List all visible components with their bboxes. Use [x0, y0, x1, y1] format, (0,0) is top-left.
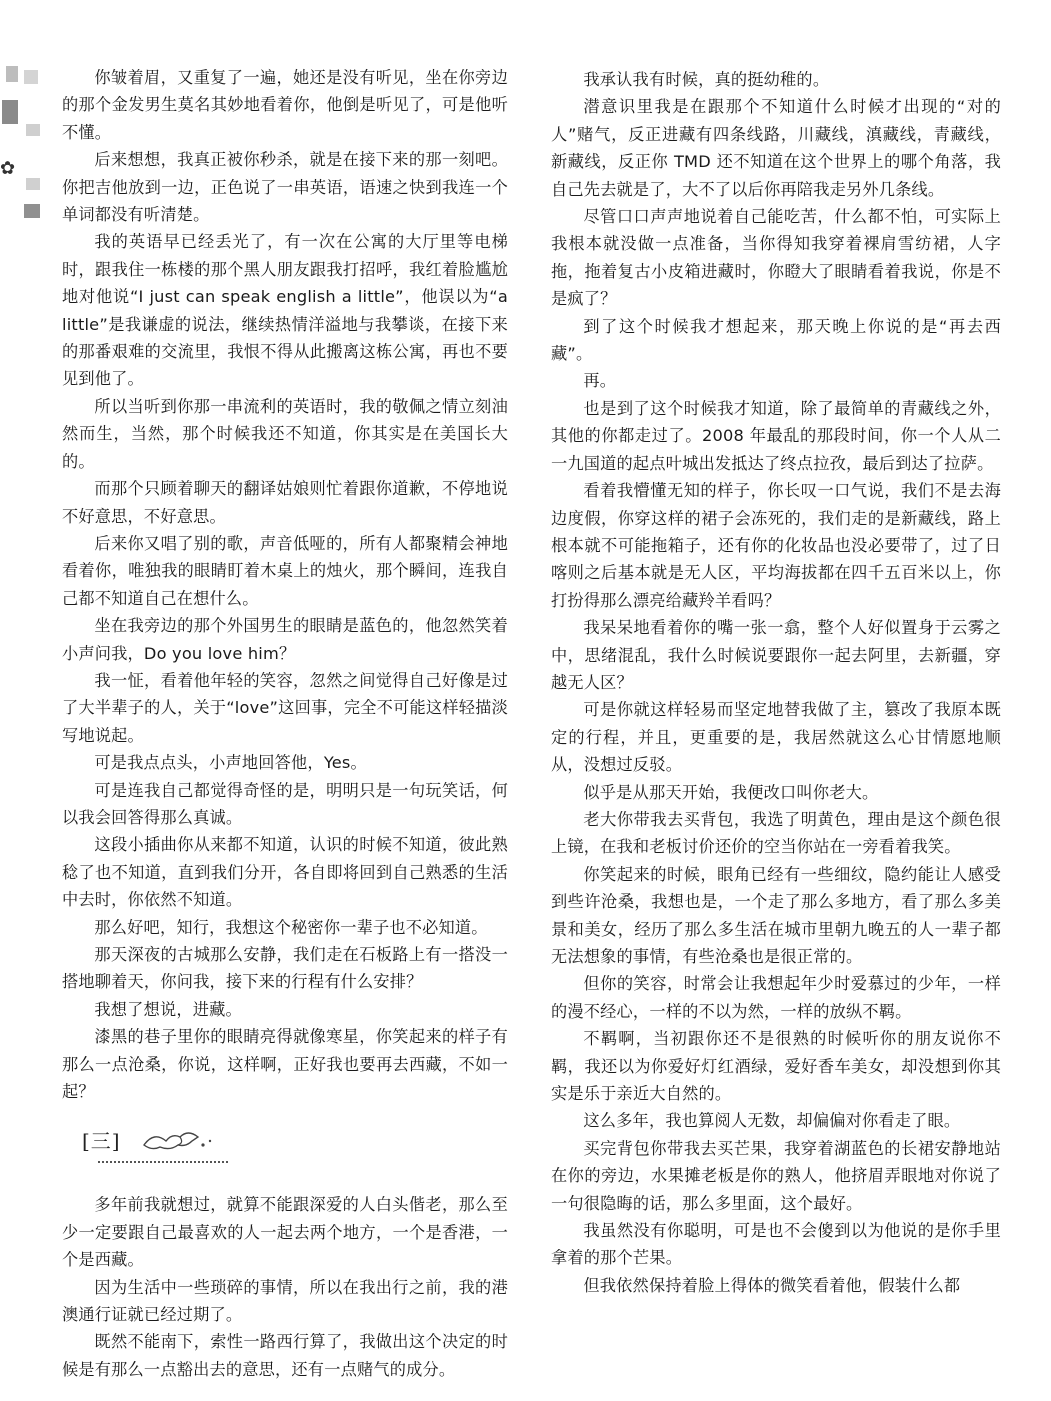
paragraph: 我的英语早已经丢光了，有一次在公寓的大厅里等电梯时，跟我住一栋楼的那个黑人朋友跟我打招呼，我红着脸尴尬地对他说“I just can speak english a little”，他误以为“a little”是我谦虚的说法，继续热情洋溢地与我攀谈，在接下来的那番艰难的交流里，我恨不得从此搬离这栋公寓，再也不要见到他了。	[62, 232, 508, 389]
section-heading	[62, 1123, 508, 1177]
paragraph: 似乎是从那天开始，我便改口叫你老大。	[583, 782, 879, 802]
margin-decoration	[0, 60, 44, 250]
paragraph: 再。	[583, 371, 617, 391]
bird-icon	[140, 1123, 220, 1157]
right-column	[551, 66, 1001, 1299]
paragraph: 也是到了这个时候我才知道，除了最简单的青藏线之外，其他的你都走过了。2008 年最乱的那段时间，你一个人从二一九国道的起点叶城出发抵达了终点拉孜，最后到达了拉萨。	[551, 398, 1001, 473]
paragraph: 后来你又唱了别的歌，声音低哑的，所有人都聚精会神地看着你，唯独我的眼睛盯着木桌上的烛火，那个瞬间，连我自己都不知道自己在想什么。	[62, 533, 508, 608]
paragraph: 我想了想说，进藏。	[94, 999, 242, 1019]
paragraph: 看着我懵懂无知的样子，你长叹一口气说，我们不是去海边度假，你穿这样的裙子会冻死的，我们走的是新藏线，路上根本就不可能拖箱子，还有你的化妆品也没必要带了，过了日喀则之后基本就是无人区，平均海拔都在四千五百米以上，你打扮得那么漂亮给藏羚羊看吗？	[551, 481, 1001, 610]
paragraph: 而那个只顾着聊天的翻译姑娘则忙着跟你道歉，不停地说不好意思，不好意思。	[62, 479, 508, 526]
margin-block	[26, 178, 40, 190]
paragraph: 既然不能南下，索性一路西行算了，我做出这个决定的时候是有那么一点豁出去的意思，还有一点赌气的成分。	[62, 1332, 508, 1379]
paragraph: 因为生活中一些琐碎的事情，所以在我出行之前，我的港澳通行证就已经过期了。	[62, 1277, 508, 1325]
paragraph: 多年前我就想过，就算不能跟深爱的人白头偕老，那么至少一定要跟自己最喜欢的人一起去两个地方，一个是香港，一个是西藏。	[62, 1195, 508, 1270]
paragraph: 这段小插曲你从来都不知道，认识的时候不知道，彼此熟稔了也不知道，直到我们分开，各自即将回到自己熟悉的生活中去时，你依然不知道。	[62, 835, 508, 910]
margin-block	[24, 70, 38, 84]
paragraph: 可是你就这样轻易而坚定地替我做了主，篡改了我原本既定的行程，并且，更重要的是，我居然就这么心甘情愿地顺从，没想过反驳。	[551, 700, 1001, 775]
left-column	[62, 64, 508, 1383]
paragraph: 你皱着眉，又重复了一遍，她还是没有听见，坐在你旁边的那个金发男生莫名其妙地看着你，他倒是听见了，可是他听不懂。	[62, 68, 508, 142]
paragraph: 我承认我有时候，真的挺幼稚的。	[583, 70, 830, 89]
paragraph: 可是连我自己都觉得奇怪的是，明明只是一句玩笑话，何以我会回答得那么真诚。	[62, 780, 508, 827]
margin-block	[24, 204, 40, 218]
paragraph: 后来想想，我真正被你秒杀，就是在接下来的那一刻吧。你把吉他放到一边，正色说了一串英语，语速之快到我连一个单词都没有听清楚。	[62, 150, 508, 225]
paragraph: 但你的笑容，时常会让我想起年少时爱慕过的少年，一样的漫不经心，一样的不以为然，一样的放纵不羁。	[551, 974, 1001, 1021]
paragraph: 可是我点点头，小声地回答他，Yes。	[94, 753, 367, 773]
paragraph: 所以当听到你那一串流利的英语时，我的敬佩之情立刻油然而生，当然，那个时候我还不知道，你其实是在美国长大的。	[62, 396, 508, 471]
margin-block	[2, 100, 18, 124]
paragraph: 我虽然没有你聪明，可是也不会傻到以为他说的是你手里拿着的那个芒果。	[551, 1221, 1001, 1268]
paragraph: 漆黑的巷子里你的眼睛亮得就像寒星，你笑起来的样子有那么一点沧桑，你说，这样啊，正好我也要再去西藏，不如一起？	[62, 1027, 508, 1102]
margin-block	[6, 66, 18, 82]
paragraph: 你笑起来的时候，眼角已经有一些细纹，隐约能让人感受到些许沧桑，我想也是，一个走了那么多地方，看了那么多美景和美女，经历了那么多生活在城市里朝九晚五的人一辈子都无法想象的事情，有些沧桑也是很正常的。	[551, 864, 1001, 966]
paragraph: 我一怔，看着他年轻的笑容，忽然之间觉得自己好像是过了大半辈子的人，关于“love”这回事，完全不可能这样轻描淡写地说起。	[62, 670, 508, 745]
paragraph: 老大你带我去买背包，我选了明黄色，理由是这个颜色很上镜，在我和老板讨价还价的空当你站在一旁看着我笑。	[551, 809, 1001, 857]
paragraph: 那么好吧，知行，我想这个秘密你一辈子也不必知道。	[94, 917, 488, 937]
paragraph: 这么多年，我也算阅人无数，却偏偏对你看走了眼。	[583, 1111, 961, 1131]
paragraph: 坐在我旁边的那个外国男生的眼睛是蓝色的，他忽然笑着小声问我，Do you love him？	[62, 616, 508, 663]
flower-icon: ✿	[0, 158, 16, 179]
paragraph: 潜意识里我是在跟那个不知道什么时候才出现的“对的人”赌气，反正进藏有四条线路，川藏线，滇藏线，青藏线，新藏线，反正你 TMD 还不知道在这个世界上的哪个角落，我自己先去就是了，大不了以后你再陪我走另外几条线。	[551, 97, 1001, 199]
margin-block	[26, 124, 40, 136]
paragraph: 但我依然保持着脸上得体的微笑看着他，假装什么都	[583, 1275, 961, 1295]
paragraph: 到了这个时候我才想起来，那天晚上你说的是“再去西藏”。	[551, 316, 1001, 364]
section-number: [三]	[82, 1129, 121, 1154]
section-divider	[98, 1161, 228, 1163]
paragraph: 我呆呆地看着你的嘴一张一翕，整个人好似置身于云雾之中，思绪混乱，我什么时候说要跟你一起去阿里，去新疆，穿越无人区？	[551, 618, 1001, 692]
paragraph: 那天深夜的古城那么安静，我们走在石板路上有一搭没一搭地聊着天，你问我，接下来的行程有什么安排？	[62, 945, 508, 992]
paragraph: 尽管口口声声地说着自己能吃苦，什么都不怕，可实际上我根本就没做一点准备，当你得知我穿着裸肩雪纺裙，人字拖，拖着复古小皮箱进藏时，你瞪大了眼睛看着我说，你是不是疯了？	[551, 207, 1001, 309]
paragraph: 不羁啊，当初跟你还不是很熟的时候听你的朋友说你不羁，我还以为你爱好灯红酒绿，爱好香车美女，却没想到你其实是乐于亲近大自然的。	[551, 1029, 1001, 1104]
paragraph: 买完背包你带我去买芒果，我穿着湖蓝色的长裙安静地站在你的旁边，水果摊老板是你的熟人，他挤眉弄眼地对你说了一句很隐晦的话，那么多里面，这个最好。	[551, 1138, 1001, 1213]
